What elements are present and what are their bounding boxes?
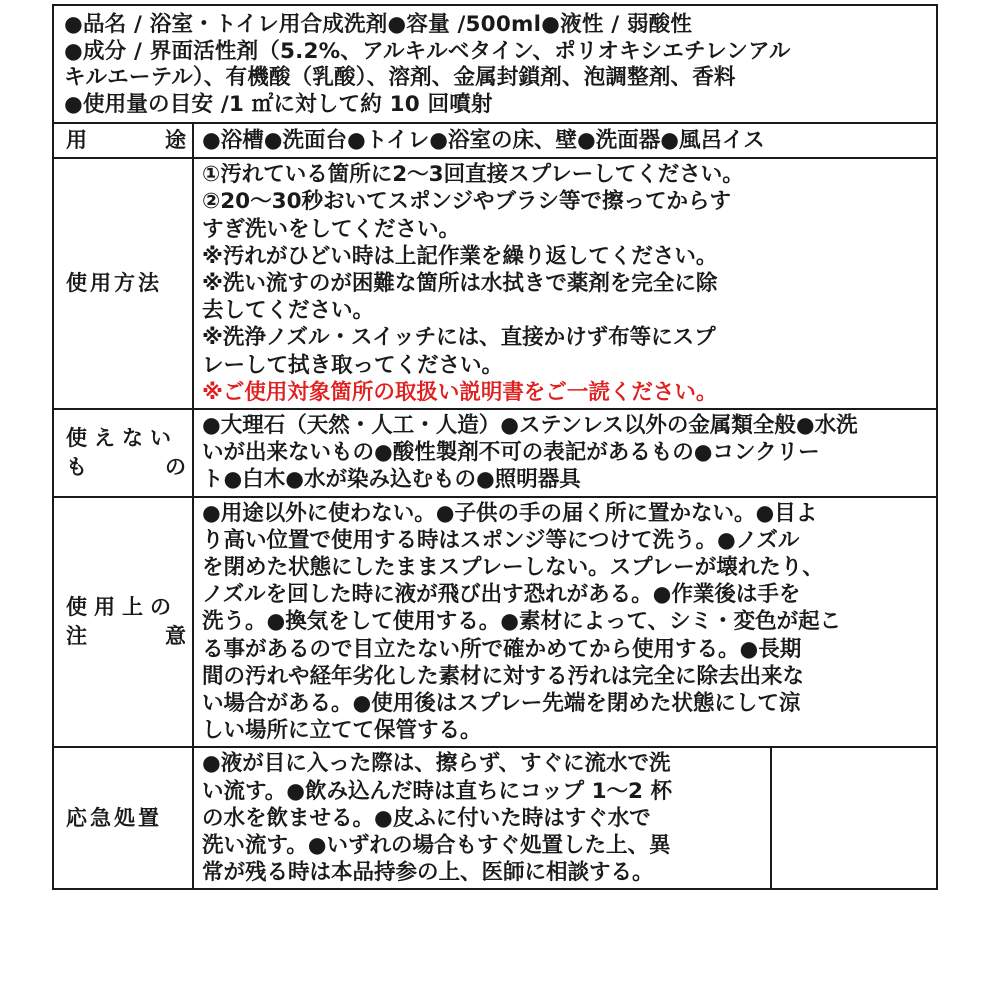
value-line: 常が残る時は本品持参の上、医師に相談する。	[202, 860, 654, 886]
value-line: ②20～30秒おいてスポンジやブラシ等で擦ってからす	[202, 189, 732, 215]
header-line: キルエーテル）、有機酸（乳酸）、溶剤、金属封鎖剤、泡調整剤、香料	[64, 65, 736, 90]
value-line: すぎ洗いをしてください。	[202, 216, 461, 242]
label-text: 応急処置	[66, 805, 162, 830]
header-line: ●品名 / 浴室・トイレ用合成洗剤●容量 /500ml●液性 / 弱酸性	[64, 12, 693, 37]
value-line: の水を飲ませる。●皮ふに付いた時はすぐ水で	[202, 805, 651, 831]
row-label	[54, 748, 194, 888]
label-char: 途	[165, 128, 186, 153]
value-line: 去してください。	[202, 298, 375, 324]
label-char: 注	[66, 624, 87, 649]
value-line: 間の汚れや経年劣化した素材に対する汚れは完全に除去出来な	[202, 663, 805, 689]
value-line: い流す。●飲み込んだ時は直ちにコップ 1～2 杯	[202, 778, 673, 804]
value-line: ●用途以外に使わない。●子供の手の届く所に置かない。●目よ	[202, 500, 818, 526]
label-text: 使えない	[66, 425, 178, 450]
row-value	[194, 498, 936, 747]
value-line: いが出来ないもの●酸性製剤不可の表記があるもの●コンクリー	[202, 440, 820, 466]
value-line: る事があるので目立たない所で確かめてから使用する。●長期	[202, 636, 802, 662]
value-line: ※洗浄ノズル・スイッチには、直接かけず布等にスプ	[202, 325, 716, 351]
value-line: ①汚れている箇所に2～3回直接スプレーしてください。	[202, 162, 744, 188]
row-first-aid	[54, 748, 772, 888]
label-char: の	[165, 454, 186, 479]
value-line: ※洗い流すのが困難な箇所は水拭きで薬剤を完全に除	[202, 271, 718, 297]
row-label	[54, 498, 194, 747]
value-line: り高い位置で使用する時はスポンジ等につけて洗う。●ノズル	[202, 527, 800, 553]
label-text: 使用上の	[66, 595, 178, 620]
value-line: ●液が目に入った際は、擦らず、すぐに流水で洗	[202, 751, 671, 777]
label-char: 用	[66, 128, 87, 153]
warning-text: ※ご使用対象箇所の取扱い説明書をご一読ください。	[202, 379, 718, 405]
row-value	[194, 410, 936, 496]
row-label	[54, 159, 194, 408]
row-label	[54, 124, 194, 157]
value-line: ●浴槽●洗面台●トイレ●浴室の床、壁●洗面器●風呂イス	[202, 128, 765, 153]
value-line: ノズルを回した時に液が飛び出す恐れがある。●作業後は手を	[202, 582, 801, 608]
value-line: い場合がある。●使用後はスプレー先端を閉めた状態にして涼	[202, 691, 801, 717]
row-how-to-use	[54, 159, 936, 410]
header-line: ●成分 / 界面活性剤（5.2%、アルキルベタイン、ポリオキシエチレンアル	[64, 38, 791, 64]
product-info-header	[54, 6, 936, 124]
label-char: も	[66, 454, 87, 479]
row-precautions	[54, 498, 936, 749]
row-not-usable	[54, 410, 936, 498]
value-line: ●大理石（天然・人工・人造）●ステンレス以外の金属類全般●水洗	[202, 413, 858, 439]
row-value	[194, 748, 770, 888]
row-label	[54, 410, 194, 496]
label-text: 使用方法	[66, 271, 162, 296]
value-line: ト●白木●水が染み込むもの●照明器具	[202, 467, 581, 493]
value-line: を閉めた状態にしたままスプレーしない。スプレーが壊れたり、	[202, 555, 824, 581]
value-line: 洗い流す。●いずれの場合もすぐ処置した上、異	[202, 833, 671, 859]
label-char: 意	[165, 624, 186, 649]
value-line: 洗う。●換気をして使用する。●素材によって、シミ・変色が起こ	[202, 609, 842, 635]
value-line: ※汚れがひどい時は上記作業を繰り返してください。	[202, 243, 718, 269]
value-line: しい場所に立てて保管する。	[202, 718, 482, 744]
row-usage-areas	[54, 124, 936, 159]
row-value	[194, 124, 936, 157]
value-line: レーして拭き取ってください。	[202, 352, 504, 378]
row-value	[194, 159, 936, 408]
product-label-table	[52, 4, 938, 890]
header-line: ●使用量の目安 /1 ㎡に対して約 10 回噴射	[64, 91, 493, 117]
